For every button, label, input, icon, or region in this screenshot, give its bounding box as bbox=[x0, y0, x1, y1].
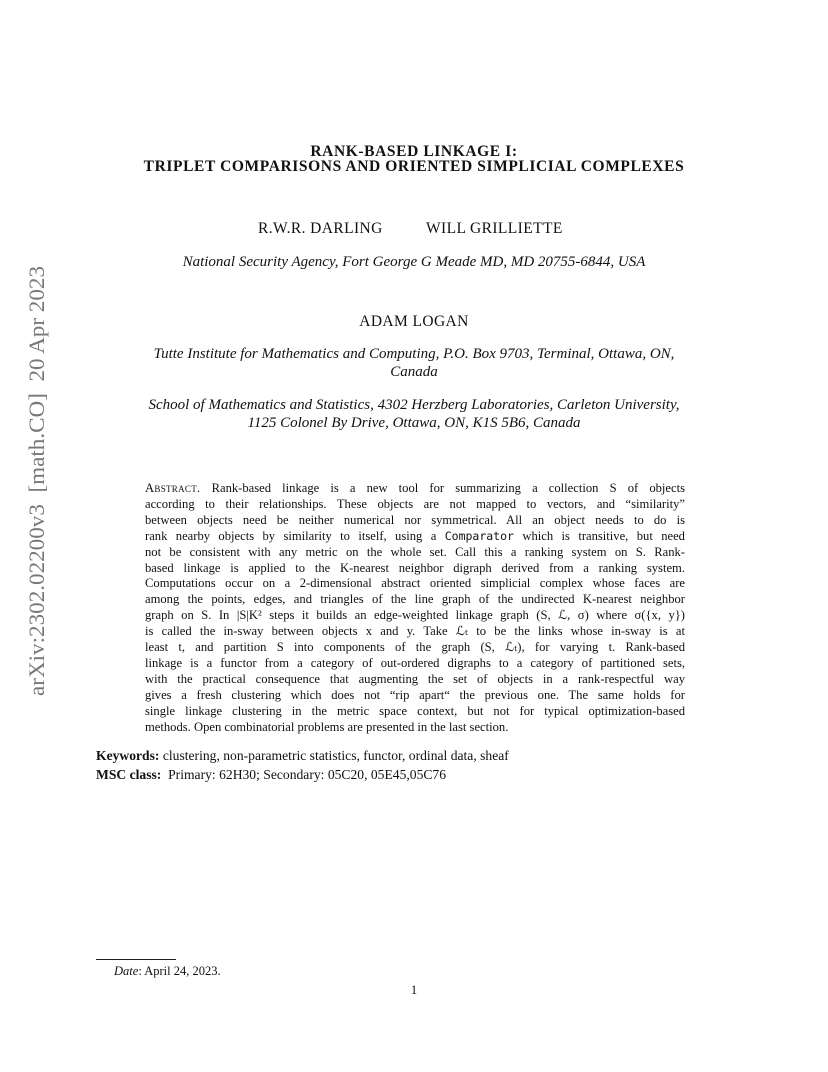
keywords-line bbox=[96, 748, 509, 764]
keywords-value: clustering, non-parametric statistics, functor, ordinal data, sheaf bbox=[162, 748, 509, 763]
abstract-label: Abstract. bbox=[145, 481, 201, 495]
abstract-line-11: least t, and partition S into components of the graph (S, ℒₜ), for varying t. Rank-based bbox=[145, 640, 685, 655]
keywords-label: Keywords: bbox=[96, 748, 160, 763]
abstract-line-16: methods. Open combinatorial problems are presented in the last section. bbox=[145, 719, 509, 734]
abstract-line-1-text: Rank-based linkage is a new tool for summarizing a collection S of objects bbox=[211, 481, 685, 495]
abstract-line-4-text: rank nearby objects by similarity to itself, using a bbox=[145, 528, 445, 543]
msc-class-line bbox=[96, 767, 446, 783]
author-logan: ADAM LOGAN bbox=[359, 313, 469, 330]
author-darling: R.W.R. DARLING bbox=[258, 220, 383, 237]
page-number: 1 bbox=[410, 983, 418, 997]
footnote-rule bbox=[96, 959, 176, 960]
abstract-line-10: is called the in-sway between objects x and y. Take ℒₜ to be the links whose in-sway is at bbox=[145, 624, 685, 639]
arxiv-stamp-text: arXiv:2302.02200v3 [math.CO] 20 Apr 2023 bbox=[24, 286, 49, 696]
affiliation-carleton-line-2: 1125 Colonel By Drive, Ottawa, ON, K1S 5B6, Canada bbox=[247, 415, 581, 431]
date-value: : April 24, 2023. bbox=[138, 964, 221, 978]
abstract-line-5: not be consistent with any metric on the whole set. Call this a ranking system on S. Rank- bbox=[145, 544, 685, 559]
abstract-line-4-tail: which is transitive, but need bbox=[513, 528, 685, 543]
abstract-line-7: Computations occur on a 2-dimensional abstract oriented simplicial complex whose faces are bbox=[145, 576, 685, 591]
abstract-line-15: single linkage clustering in the metric space context, but not for typical optimization-based bbox=[145, 703, 685, 718]
abstract-line-8: among the points, edges, and triangles of the line graph of the undirected K-nearest neighbor bbox=[145, 592, 685, 607]
abstract-line-12: linkage is a functor from a category of out-ordered digraphs to a category of partitioned sets, bbox=[145, 655, 685, 670]
abstract-line-9: graph on S. In |S|K² steps it builds an edge-weighted linkage graph (S, ℒ, σ) where σ({x, y}) bbox=[145, 608, 685, 623]
paper-title-line-2: TRIPLET COMPARISONS AND ORIENTED SIMPLICIAL COMPLEXES bbox=[143, 158, 685, 175]
abstract-line-13: with the practical consequence that augmenting the set of objects in a rank-respectful way bbox=[145, 671, 685, 686]
affiliation-carleton-line-1: School of Mathematics and Statistics, 4302 Herzberg Laboratories, Carleton University, bbox=[148, 397, 680, 413]
abstract bbox=[145, 481, 685, 736]
abstract-line-14: gives a fresh clustering which does not “rip apart“ the previous one. The same holds for bbox=[145, 687, 685, 702]
abstract-line-3: between objects need be neither numerical nor symmetrical. All an object needs to do is bbox=[145, 512, 685, 527]
abstract-line-4 bbox=[145, 529, 685, 545]
abstract-line-6: based linkage is applied to the K-nearest neighbor digraph derived from a ranking system. bbox=[145, 560, 685, 575]
date-label: Date bbox=[114, 964, 139, 978]
msc-label: MSC class: bbox=[96, 767, 162, 782]
author-grilliette: WILL GRILLIETTE bbox=[426, 220, 563, 237]
abstract-line-1 bbox=[145, 481, 685, 497]
date-footnote bbox=[114, 964, 221, 979]
abstract-line-2: according to their relationships. These objects are not mapped to vectors, and “similarity” bbox=[145, 496, 685, 511]
affiliation-tutte-line-2: Canada bbox=[390, 364, 438, 380]
affiliation-tutte-line-1: Tutte Institute for Mathematics and Computing, P.O. Box 9703, Terminal, Ottawa, ON, bbox=[153, 346, 675, 362]
msc-value: Primary: 62H30; Secondary: 05C20, 05E45,05C76 bbox=[168, 767, 447, 782]
comparator-code: Comparator bbox=[444, 528, 514, 543]
affiliation-nsa: National Security Agency, Fort George G Meade MD, MD 20755-6844, USA bbox=[182, 254, 646, 270]
paper-title-line-1: RANK-BASED LINKAGE I: bbox=[310, 143, 518, 160]
